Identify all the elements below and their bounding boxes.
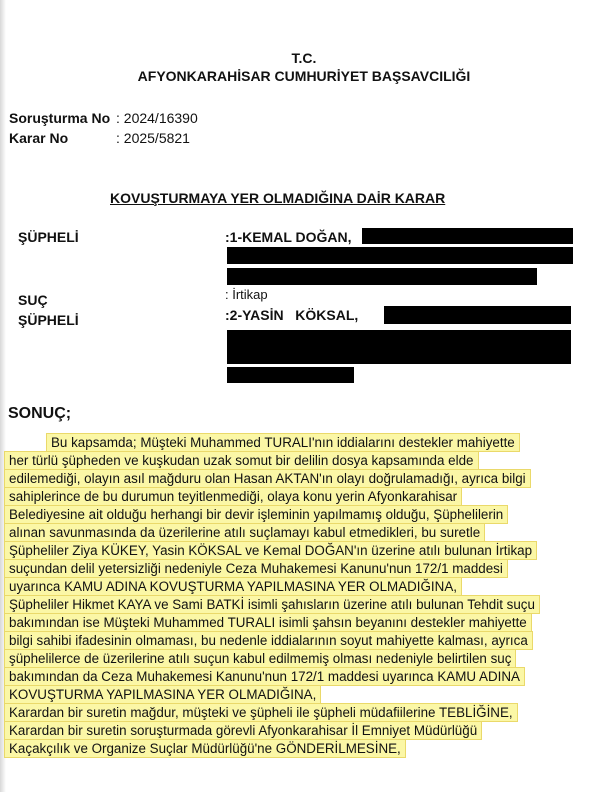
result-line: Belediyesine ait olduğu herhangi bir devir işleminin yapılmamış olduğu, Şüphelilerin [4,505,508,524]
result-line: edilemediği, olayın asıl mağduru olan Hasan AKTAN'ın olayı doğrulamadığı, ayrıca bilgi [4,469,531,488]
result-line: Şüpheliler Ziya KÜKEY, Yasin KÖKSAL ve Kemal DOĞAN'ın üzerine atılı bulunan İrtikap [4,541,537,560]
decision-label: Karar No [9,130,69,146]
result-line: bakımından ise Müşteki Muhammed TURALI isimli şahsın beyanını destekler mahiyette [4,613,532,632]
redaction-block [227,330,571,364]
header-office: AFYONKARAHİSAR CUMHURİYET BAŞSAVCILIĞI [137,68,471,84]
result-line: bakımından da Ceza Muhakemesi Kanunu'nun 172/1 maddesi uyarınca KAMU ADINA [4,667,525,686]
decision-title: KOVUŞTURMAYA YER OLMADIĞINA DAİR KARAR [110,190,446,206]
suspect-1-name: :1-KEMAL DOĞAN, [225,229,352,245]
result-line: şüphelilerce de üzerilerine atılı suçun kabul edilmemiş olması nedeniyle belirtilen suç [4,649,516,668]
result-line: Kaçakçılık ve Organize Suçlar Müdürlüğü'ne GÖNDERİLMESİNE, [4,739,406,758]
redaction-block [227,268,537,285]
result-line: Karardan bir suretin soruşturmada görevli Afyonkarahisar İl Emniyet Müdürlüğü [4,721,482,740]
investigation-label: Soruşturma No [9,110,111,126]
redaction-block [384,306,571,324]
result-line: bilgi sahibi ifadesinin olmaması, bu nedenle iddialarının soyut mahiyette kalması, ayrıca [4,631,533,650]
result-line: uyarınca KAMU ADINA KOVUŞTURMA YAPILMASINA YER OLMADIĞINA, [4,577,462,596]
result-heading: SONUÇ; [8,405,72,422]
crime-value: : İrtikap [225,287,268,302]
crime-label: SUÇ [18,292,48,308]
result-line: her türlü şüpheden ve kuşkudan uzak somut bir delilin dosya kapsamında elde [4,451,479,470]
result-line: KOVUŞTURMA YAPILMASINA YER OLMADIĞINA, [4,685,321,704]
result-line: sahiplerince de bu durumun teyitlenmediği, olaya konu yerin Afyonkarahisar [4,487,462,506]
redaction-block [227,367,354,383]
result-line: suçundan delil yetersizliği nedeniyle Ceza Muhakemesi Kanunu'nun 172/1 maddesi [4,559,508,578]
investigation-value: : 2024/16390 [116,110,198,126]
redaction-block [362,228,573,244]
decision-value: : 2025/5821 [116,130,190,146]
result-line: Bu kapsamda; Müşteki Muhammed TURALI'nın iddialarını destekler mahiyette [46,433,520,452]
result-line: Şüpheliler Hikmet KAYA ve Sami BATKİ isimli şahısların üzerine atılı bulunan Tehdit suçu [4,595,540,614]
redaction-block [227,247,573,264]
suspect-label: ŞÜPHELİ [18,229,79,245]
result-line: alınan savunmasında da üzerilerine atılı suçlamayı kabul etmedikleri, bu suretle [4,523,485,542]
suspect-2-label: ŞÜPHELİ [18,312,79,328]
suspect-2-name: :2-YASİN KÖKSAL, [225,307,359,323]
result-line: Karardan bir suretin mağdur, müşteki ve şüpheli ile şüpheli müdafiilerine TEBLİĞİNE, [4,703,518,722]
header-country: T.C. [291,50,317,66]
